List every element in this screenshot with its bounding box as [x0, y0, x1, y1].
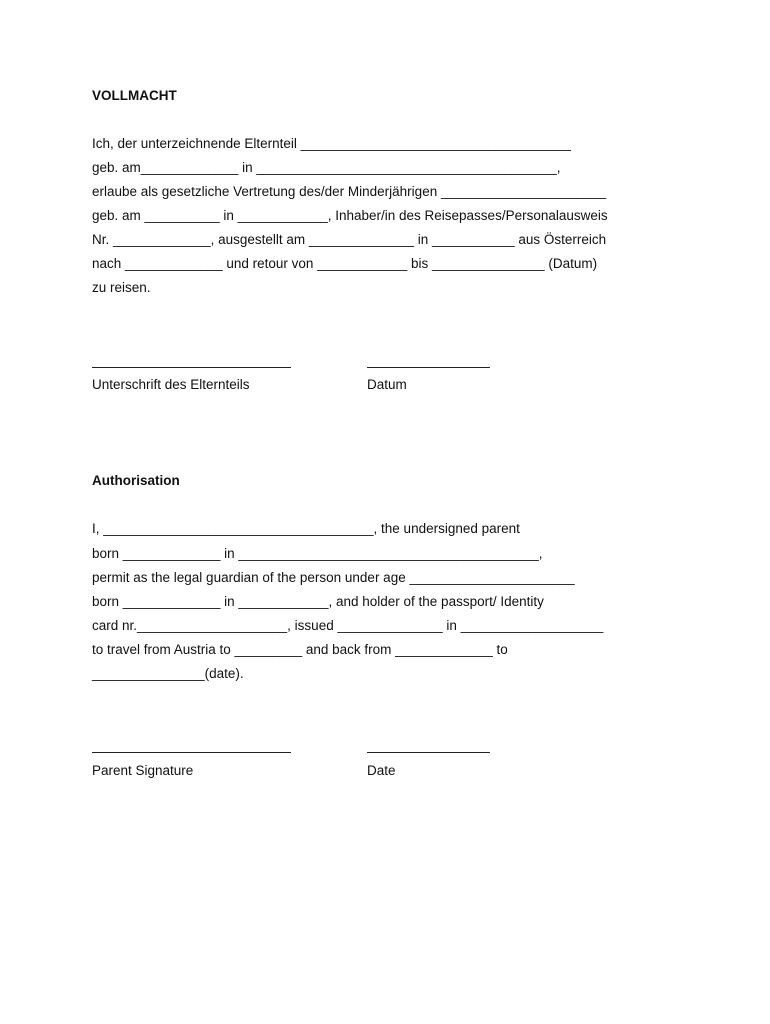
german-date-line — [367, 367, 490, 368]
german-line-3: erlaube als gesetzliche Vertretung des/der Minderjährigen ______________________ — [92, 184, 607, 199]
german-line-6: nach _____________ und retour von ____________ bis _______________ (Datum) — [92, 256, 598, 271]
english-line-3: permit as the legal guardian of the person under age ______________________ — [92, 570, 575, 585]
german-line-4: geb. am __________ in ____________, Inhaber/in des Reisepasses/Personalausweis — [92, 208, 608, 223]
german-line-2: geb. am_____________ in ________________________________________, — [92, 160, 561, 175]
german-line-7: zu reisen. — [92, 280, 151, 295]
german-line-5: Nr. _____________, ausgestellt am ______________ in ___________ aus Österreich — [92, 232, 607, 247]
english-line-4: born _____________ in ____________, and holder of the passport/ Identity — [92, 594, 544, 609]
english-signature-label: Parent Signature — [92, 763, 194, 778]
english-line-7: _______________(date). — [92, 666, 244, 681]
english-signature-line — [92, 752, 291, 753]
german-title: VOLLMACHT — [92, 88, 177, 103]
german-date-label: Datum — [367, 377, 407, 392]
english-line-1: I, ____________________________________, the undersigned parent — [92, 521, 520, 536]
english-date-line — [367, 752, 490, 753]
english-line-5: card nr.____________________, issued ______________ in ___________________ — [92, 618, 604, 633]
english-line-2: born _____________ in ________________________________________, — [92, 546, 543, 561]
german-signature-label: Unterschrift des Elternteils — [92, 377, 250, 392]
english-date-label: Date — [367, 763, 396, 778]
english-title: Authorisation — [92, 473, 180, 488]
german-line-1: Ich, der unterzeichnende Elternteil ____________________________________ — [92, 136, 571, 151]
german-signature-line — [92, 367, 291, 368]
english-line-6: to travel from Austria to _________ and back from _____________ to — [92, 642, 508, 657]
